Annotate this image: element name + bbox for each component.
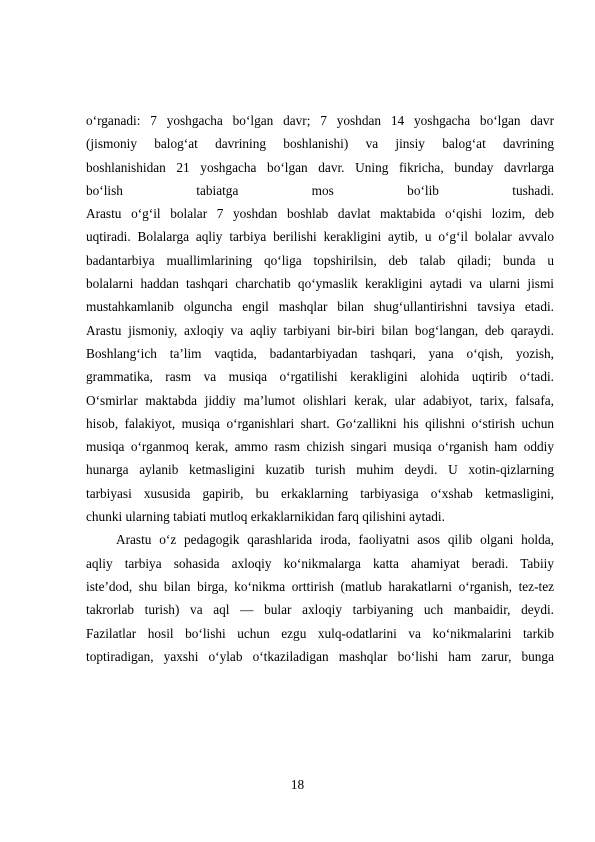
text-line: aqliy tarbiya sohasida axloqiy ko‘nikmalarga katta ahamiyat beradi. Tabiiy xyxy=(86,555,554,571)
text-line: badantarbiya muallimlarining qo‘liga topshirilsin, deb talab qiladi; bunda u xyxy=(86,252,554,268)
text-line: takrorlab turish) va aql — bular axloqiy tarbiyaning uch manbaidir, deydi. xyxy=(86,602,554,618)
text-line: Arastu o‘z pedagogik qarashlarida iroda, faoliyatni asos qilib olgani holda, xyxy=(116,532,554,548)
text-line: toptiradigan, yaxshi o‘ylab o‘tkaziladigan mashqlar bo‘lishi ham zarur, bunga xyxy=(86,648,554,664)
text-line: uqtiradi. Bolalarga aqliy tarbiya berilishi kerakligini aytib, u o‘g‘il bolalar avvalo xyxy=(86,229,554,245)
text-line: bo‘lish tabiatga mos bo‘lib tushadi. xyxy=(86,182,554,198)
text-line: (jismoniy balog‘at davrining boshlanishi) va jinsiy balog‘at davrining xyxy=(86,136,554,152)
text-line: iste’dod, shu bilan birga, ko‘nikma orttirish (matlub harakatlarni o‘rganish, tez-tez xyxy=(86,578,554,594)
text-line: tarbiyasi xususida gapirib, bu erkaklarning tarbiyasiga o‘xshab ketmasligini, xyxy=(86,485,554,501)
text-line: Arastu o‘g‘il bolalar 7 yoshdan boshlab davlat maktabida o‘qishi lozim, deb xyxy=(86,206,554,222)
text-line: hunarga aylanib ketmasligini kuzatib turish muhim deydi. U xotin-qizlarning xyxy=(86,462,554,478)
page-number: 18 xyxy=(290,777,305,792)
text-line: Boshlang‘ich ta’lim vaqtida, badantarbiyadan tashqari, yana o‘qish, yozish, xyxy=(86,345,554,361)
text-line: boshlanishidan 21 yoshgacha bo‘lgan davr. Uning fikricha, bunday davrlarga xyxy=(86,159,554,175)
text-line: grammatika, rasm va musiqa o‘rgatilishi kerakligini alohida uqtirib o‘tadi. xyxy=(86,369,554,385)
text-line: o‘rganadi: 7 yoshgacha bo‘lgan davr; 7 yoshdan 14 yoshgacha bo‘lgan davr xyxy=(86,113,554,128)
text-line: musiqa o‘rganmoq kerak, ammo rasm chizish singari musiqa o‘rganish ham oddiy xyxy=(86,439,554,455)
text-line: mustahkamlanib olguncha engil mashqlar bilan shug‘ullantirishni tavsiya etadi. xyxy=(86,299,554,315)
body-text xyxy=(86,109,554,668)
text-line: chunki ularning tabiati mutloq erkaklarnikidan farq qilishini aytadi. xyxy=(86,509,445,525)
text-line: hisob, falakiyot, musiqa o‘rganishlari shart. Go‘zallikni his qilishni o‘stirish uchun xyxy=(86,415,554,431)
text-line: bolalarni haddan tashqari charchatib qo‘ymaslik kerakligini aytadi va ularni jismi xyxy=(86,276,554,292)
text-line: Arastu jismoniy, axloqiy va aqliy tarbiyani bir-biri bilan bog‘langan, deb qaraydi. xyxy=(86,322,554,338)
text-line: Fazilatlar hosil bo‘lishi uchun ezgu xulq-odatlarini va ko‘nikmalarini tarkib xyxy=(86,625,554,641)
text-line: O‘smirlar maktabda jiddiy ma’lumot olishlari kerak, ular adabiyot, tarix, falsafa, xyxy=(86,392,554,408)
